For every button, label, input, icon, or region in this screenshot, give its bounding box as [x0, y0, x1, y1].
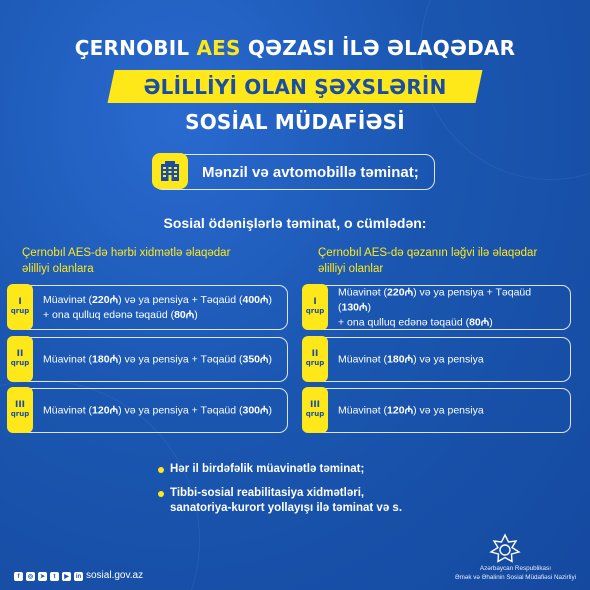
title-text: ÇERNOBIL — [74, 36, 190, 60]
housing-benefit-box — [153, 154, 435, 190]
title-line-3: SOSİAL MÜDAFİƏSİ — [185, 110, 405, 134]
group-badge — [302, 387, 328, 433]
group-number: I — [18, 297, 22, 307]
facebook-icon[interactable]: f — [14, 572, 23, 581]
column-heading-text: Çernobıl AES-də qəzanın ləğvi ilə əlaqədar — [318, 247, 538, 259]
group-benefit-text: Müavinət (180₼) və ya pensiya — [338, 353, 484, 365]
title-line-2: ƏLİLLİYİ OLAN ŞƏXSLƏRİN — [143, 75, 447, 99]
group-badge — [302, 336, 328, 382]
bullet-item — [170, 486, 402, 516]
group-number: II — [311, 349, 319, 359]
group-benefit-text: Müavinət (220₼) və ya pensiya + Təqaüd (400₼) + ona qulluq edənə təqaüd (80₼) — [43, 293, 273, 321]
group-card-2-military — [10, 337, 288, 382]
bullet-dot — [158, 491, 164, 497]
title-text: QƏZASI İLƏ ƏLAQƏDAR — [247, 36, 516, 60]
housing-benefit-label: Mənzil və avtomobillə təminat; — [202, 164, 419, 181]
telegram-icon[interactable]: ➤ — [39, 574, 46, 580]
group-benefit-text: Müavinət (120₼) və ya pensiya — [338, 404, 484, 416]
ministry-name — [455, 564, 576, 582]
group-word: qrup — [10, 359, 30, 367]
column-heading-liquidation — [318, 246, 578, 277]
ministry-emblem-icon — [488, 533, 522, 567]
section-subheading: Sosial ödənişlərlə təminat, o cümlədən: — [163, 215, 427, 231]
title-line-1 — [0, 36, 590, 60]
website-link[interactable]: sosial.gov.az — [86, 570, 144, 581]
building-icon — [152, 153, 188, 189]
group-benefit-text: Müavinət (120₼) və ya pensiya + Təqaüd (300₼) — [43, 404, 273, 416]
bullet-dot — [158, 467, 164, 473]
linkedin-icon[interactable]: in — [75, 573, 82, 580]
group-badge — [7, 336, 33, 382]
group-word: qrup — [10, 410, 30, 418]
group-benefit-text: Müavinət (220₼) və ya pensiya + Təqaüd (130₼) + ona qulluq edənə təqaüd (80₼) — [338, 286, 532, 328]
bullet-item — [170, 462, 364, 477]
group-badge — [7, 284, 33, 330]
group-number: III — [309, 400, 321, 410]
column-heading-military — [22, 246, 282, 277]
instagram-icon[interactable]: ◎ — [27, 574, 34, 580]
bullet-text: Hər il birdəfəlik müavinətlə təminat; — [170, 463, 365, 475]
twitter-icon[interactable]: t — [50, 572, 59, 581]
group-number: III — [14, 400, 26, 410]
ministry-line: Azərbaycan Respublikası — [479, 565, 551, 572]
ministry-line: Əmək və Əhalinin Sosial Müdafiəsi Nazirliyi — [454, 574, 576, 581]
group-word: qrup — [305, 307, 325, 315]
youtube-icon[interactable]: ▶ — [62, 572, 71, 581]
group-badge — [302, 284, 328, 330]
group-card-2-liquidation — [305, 337, 571, 382]
group-word: qrup — [305, 359, 325, 367]
group-card-3-liquidation — [305, 388, 571, 433]
group-card-3-military — [10, 388, 288, 433]
column-heading-text: əlilliyi olanlara — [22, 262, 94, 275]
column-heading-text: Çernobıl AES-də hərbi xidmətlə əlaqədar — [22, 247, 231, 259]
bullet-text: sanatoriya-kurort yollayışı ilə təminat və s. — [170, 502, 403, 514]
group-word: qrup — [305, 410, 325, 418]
group-badge — [7, 387, 33, 433]
group-card-1-military — [10, 285, 288, 330]
bullet-text: Tibbi-sosial reabilitasiya xidmətləri, — [170, 487, 365, 499]
group-word: qrup — [10, 307, 30, 315]
group-card-1-liquidation — [305, 285, 571, 330]
column-heading-text: əlilliyi olanlar — [318, 262, 384, 275]
group-number: II — [16, 349, 24, 359]
title-highlight: AES — [196, 36, 241, 60]
social-icons — [14, 572, 83, 581]
group-number: I — [313, 297, 317, 307]
group-benefit-text: Müavinət (180₼) və ya pensiya + Təqaüd (350₼) — [43, 353, 273, 365]
